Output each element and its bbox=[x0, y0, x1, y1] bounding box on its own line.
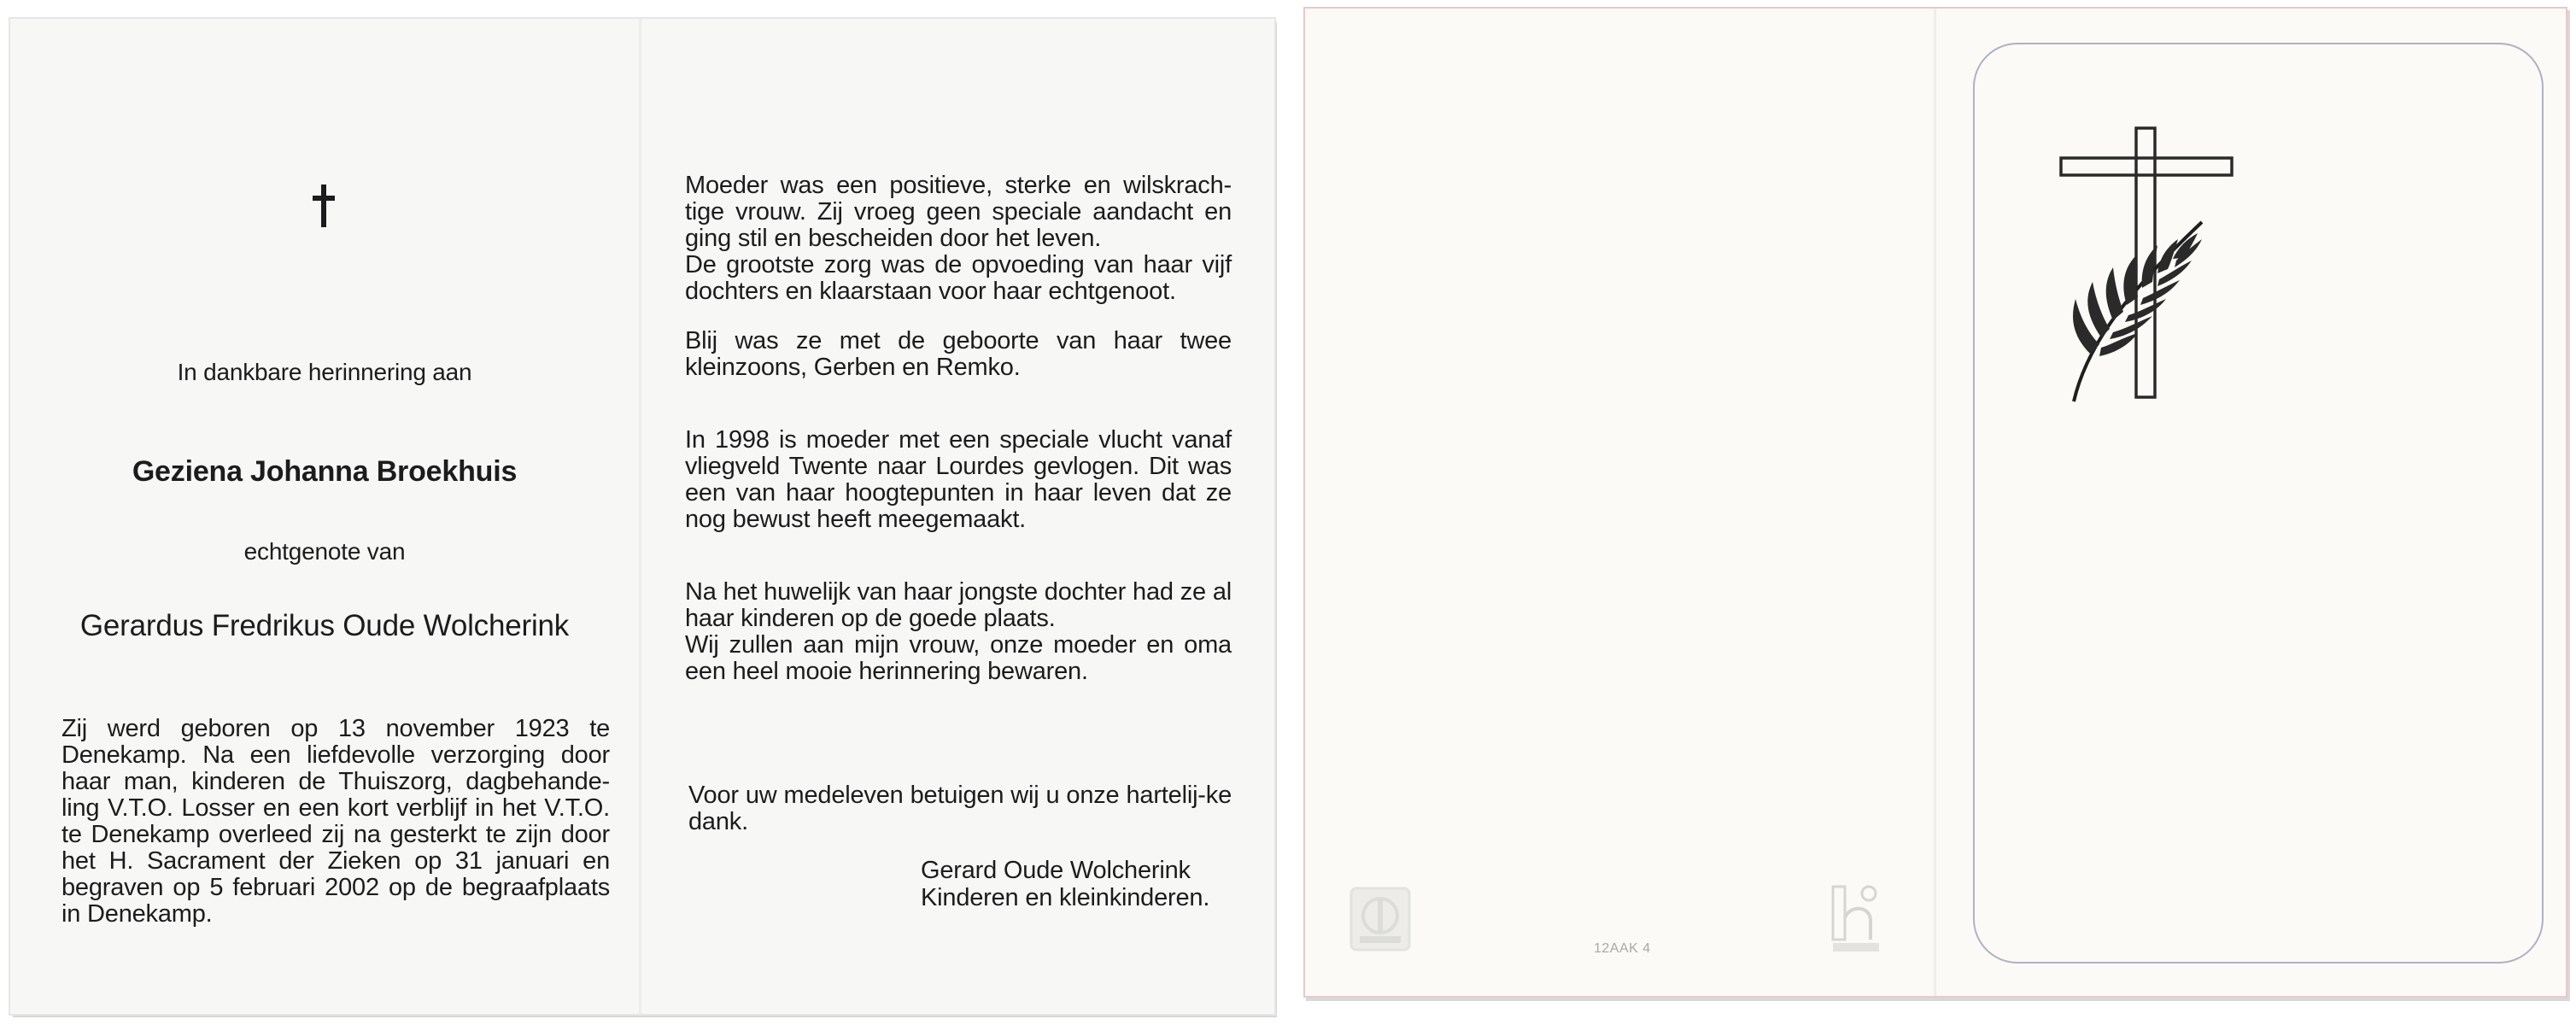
relation-text: echtgenote van bbox=[243, 538, 406, 565]
printer-logo-icon bbox=[1349, 887, 1411, 952]
intro-text: In dankbare herinnering aan bbox=[177, 359, 472, 385]
paragraph-lourdes: In 1998 is moeder met een speciale vlucht vanaf vliegveld Twente naar Lourdes gevlogen. Dit was een van haar hoogtepunten in haar leven dat ze nog bewust heeft meegemaakt. bbox=[685, 426, 1232, 533]
signature-family: Kinderen en kleinkinderen. bbox=[921, 884, 1210, 911]
publisher-logo-icon bbox=[1830, 883, 1882, 955]
card-fold-line bbox=[1934, 9, 1936, 996]
signature-name: Gerard Oude Wolcherink bbox=[921, 857, 1191, 884]
paragraph-character: Moeder was een positieve, sterke en wilskrach-tige vrouw. Zij vroeg geen speciale aandacht en ging stil en bescheiden door het leven. De grootste zorg was de opvoeding van haar vijf dochters en klaarstaan voor haar echtgenoot. bbox=[685, 172, 1232, 305]
deceased-name: Geziena Johanna Broekhuis bbox=[132, 455, 518, 488]
biography-text: Zij werd geboren op 13 november 1923 te Denekamp. Na een liefdevolle verzorging door haar man, kinderen de Thuiszorg, dagbehande-ling V.T.O. Losser en een kort verblijf in het V.T.O. te Denekamp overleed zij na gesterkt te zijn door het H. Sacrament der Zieken op 31 januari en begraven op 5 februari 2002 op de begraafplaats in Denekamp. bbox=[61, 715, 610, 928]
paragraph-family: Na het huwelijk van haar jongste dochter had ze al haar kinderen op de goede plaats. Wij zullen aan mijn vrouw, onze moeder en oma een heel mooie herinnering bewaren. bbox=[685, 578, 1232, 685]
cross-with-palm-branch-icon bbox=[2057, 124, 2236, 419]
thanks-text: Voor uw medeleven betuigen wij u onze hartelij-ke dank. bbox=[688, 782, 1232, 835]
card-code: 12AAK 4 bbox=[1594, 941, 1651, 956]
spouse-name: Gerardus Fredrikus Oude Wolcherink bbox=[79, 609, 570, 642]
outer-card bbox=[1303, 7, 2567, 998]
card-fold-line bbox=[639, 19, 641, 1014]
latin-cross-icon bbox=[311, 184, 337, 227]
inner-card bbox=[10, 19, 1274, 1014]
paragraph-grandchildren: Blij was ze met de geboorte van haar twee kleinzoons, Gerben en Remko. bbox=[685, 327, 1232, 381]
